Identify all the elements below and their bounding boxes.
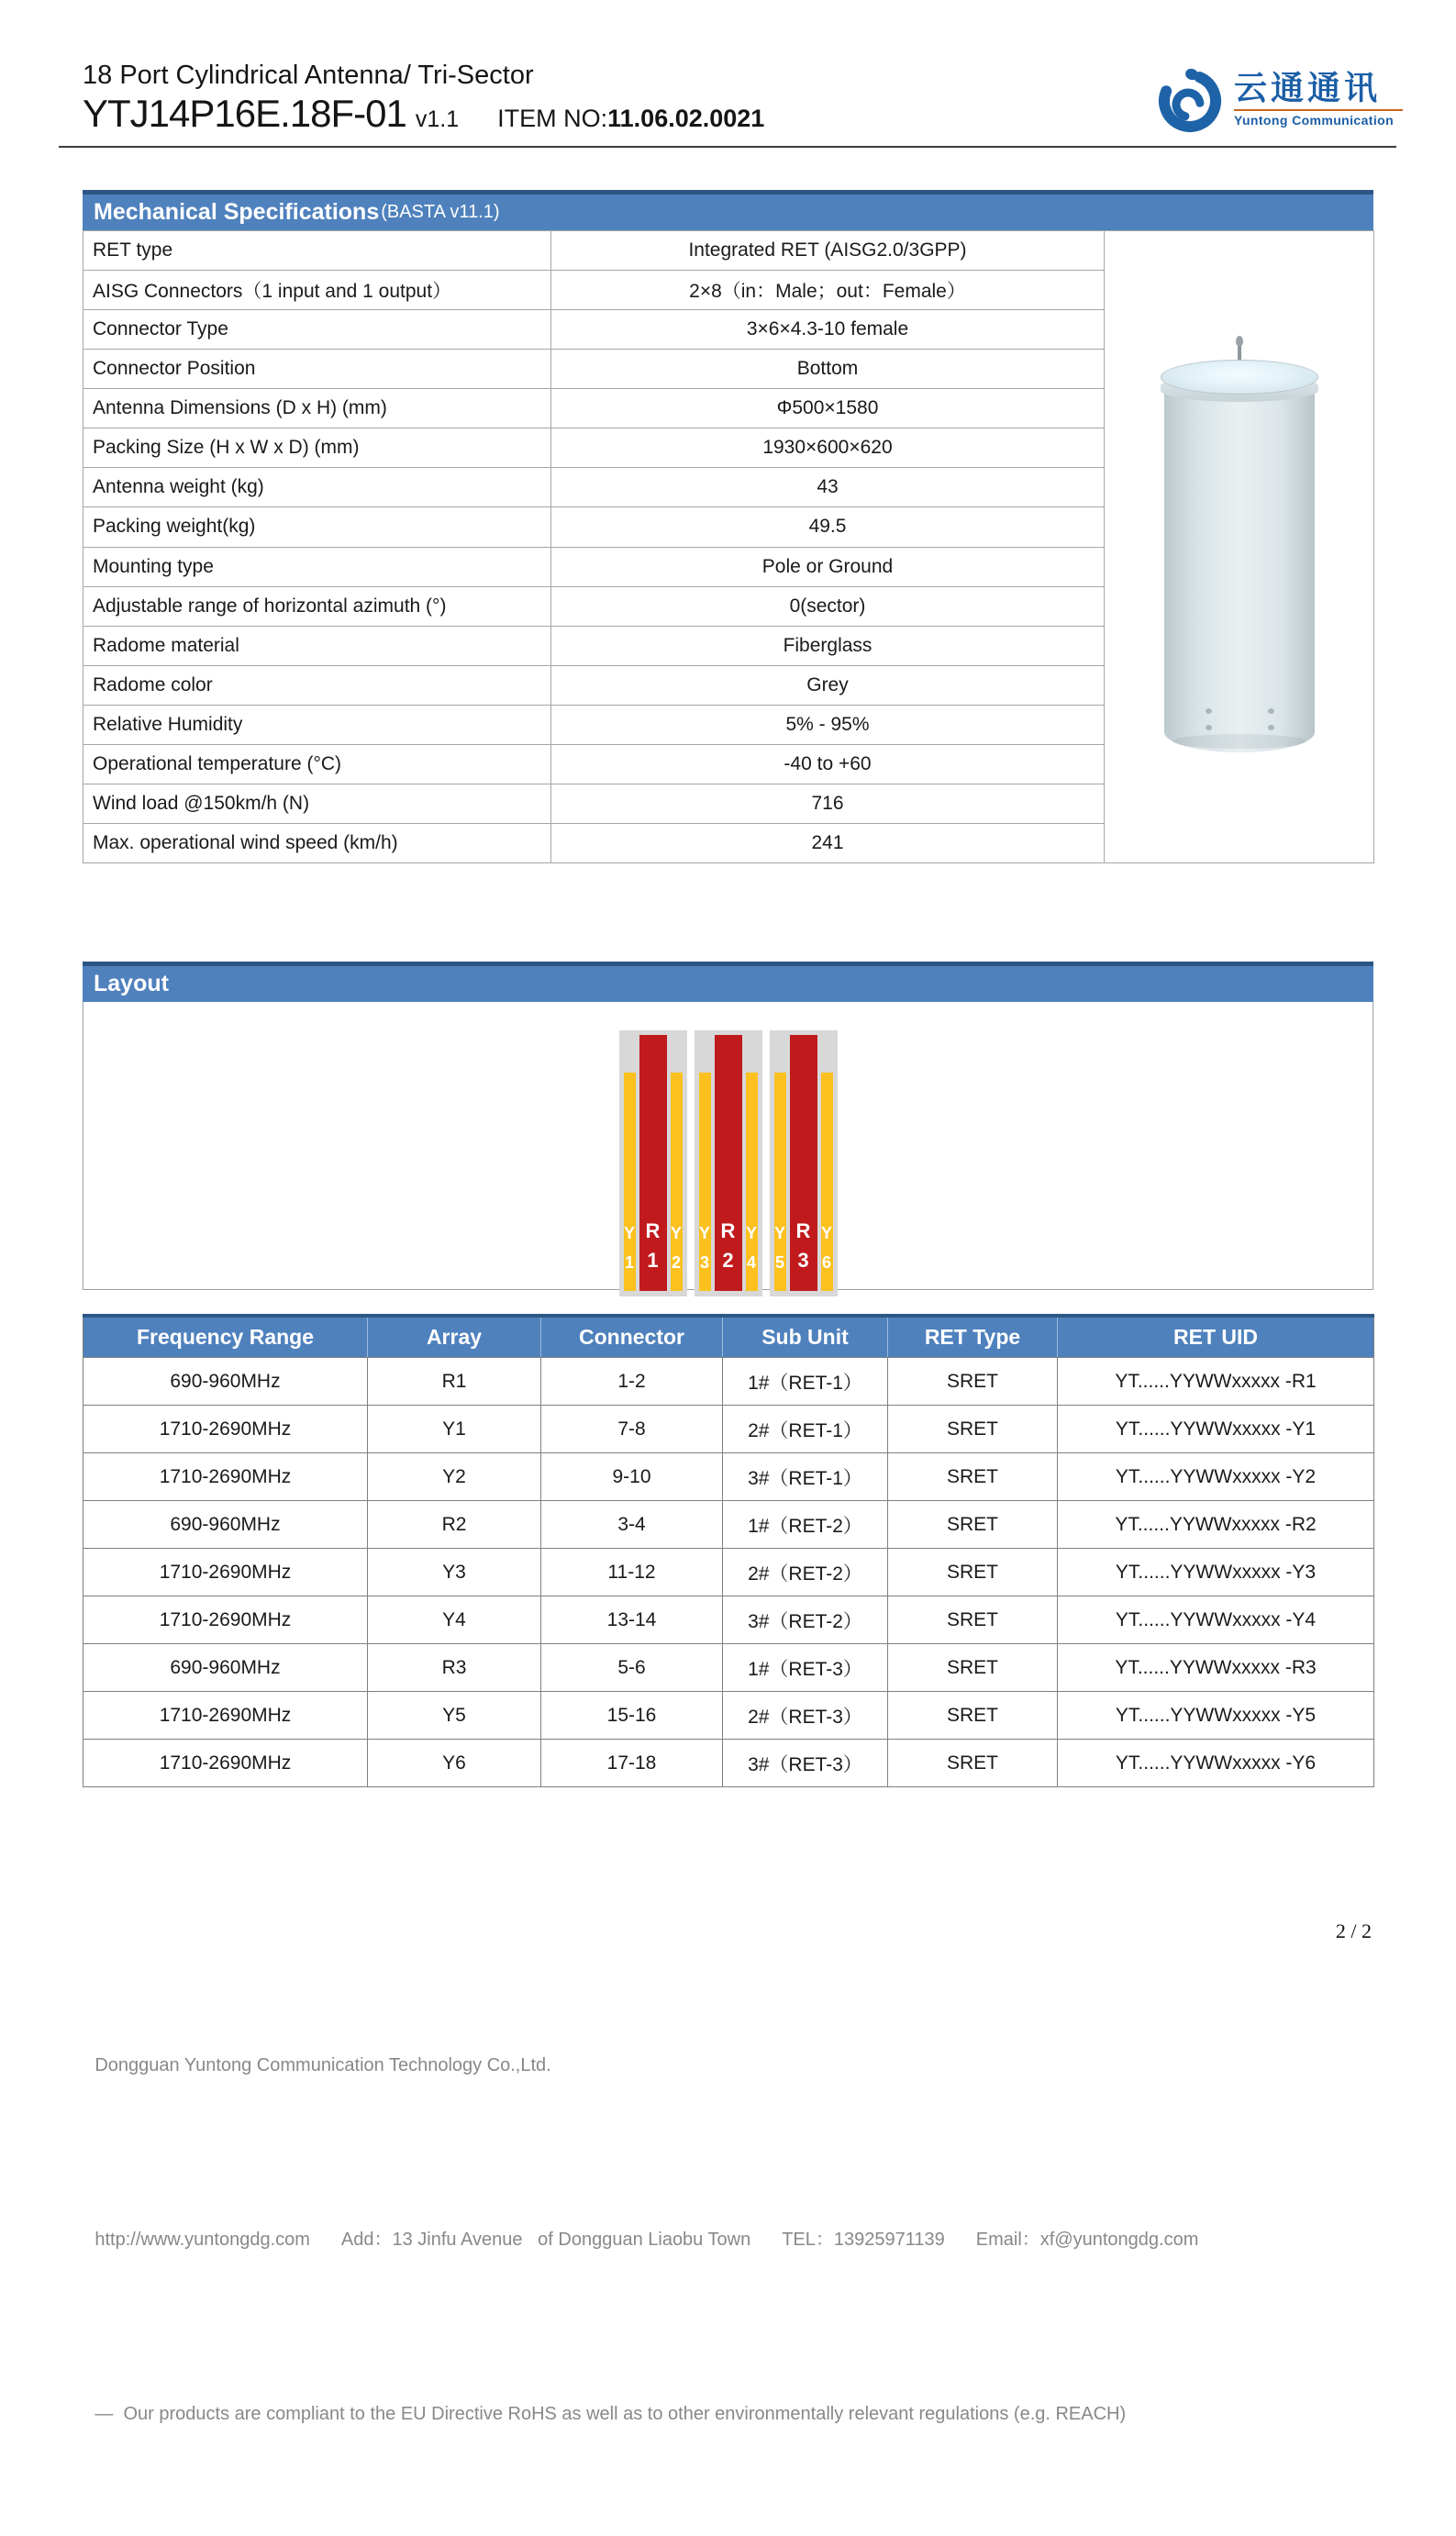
model-title-row bbox=[83, 92, 764, 136]
port-row bbox=[83, 1501, 1374, 1549]
port-cell: 1710-2690MHz bbox=[83, 1549, 368, 1596]
port-cell: 690-960MHz bbox=[83, 1644, 368, 1692]
spec-label: Radome color bbox=[83, 665, 551, 705]
array-letter: Y bbox=[623, 1224, 636, 1242]
port-cell: 3-4 bbox=[541, 1501, 723, 1549]
array-letter: R bbox=[795, 1219, 811, 1242]
port-row bbox=[83, 1406, 1374, 1453]
port-table-body bbox=[83, 1358, 1374, 1787]
port-cell: 11-12 bbox=[541, 1549, 723, 1596]
port-cell: YT......YYWWxxxxx -R3 bbox=[1058, 1644, 1374, 1692]
mechanical-spec-table bbox=[83, 230, 1374, 863]
port-cell: 3#（RET-2） bbox=[723, 1596, 888, 1644]
mechanical-section-title: Mechanical Specifications bbox=[94, 199, 380, 225]
port-cell: 1#（RET-3） bbox=[723, 1644, 888, 1692]
spec-value: 5% - 95% bbox=[551, 705, 1105, 744]
port-row bbox=[83, 1692, 1374, 1740]
yellow-array-bar bbox=[699, 1073, 711, 1291]
port-cell: 1710-2690MHz bbox=[83, 1406, 368, 1453]
spec-label: Max. operational wind speed (km/h) bbox=[83, 823, 551, 862]
sector-panel bbox=[695, 1030, 762, 1296]
spec-row bbox=[83, 231, 1374, 271]
model-version: v1.1 bbox=[415, 106, 460, 132]
mechanical-specifications-section bbox=[83, 190, 1373, 863]
spec-value: Bottom bbox=[551, 350, 1105, 389]
port-cell: YT......YYWWxxxxx -Y6 bbox=[1058, 1740, 1374, 1787]
spec-label: RET type bbox=[83, 231, 551, 271]
port-cell: 2#（RET-1） bbox=[723, 1406, 888, 1453]
antenna-port-dot bbox=[1206, 725, 1212, 730]
mechanical-section-header bbox=[83, 190, 1373, 230]
spec-label: Packing Size (H x W x D) (mm) bbox=[83, 428, 551, 468]
port-column-header: Frequency Range bbox=[83, 1316, 368, 1358]
spec-value: 0(sector) bbox=[551, 586, 1105, 626]
spec-value: 43 bbox=[551, 468, 1105, 507]
spec-label: Packing weight(kg) bbox=[83, 507, 551, 547]
antenna-port-dot bbox=[1268, 708, 1274, 714]
port-cell: 5-6 bbox=[541, 1644, 723, 1692]
array-number: 1 bbox=[624, 1253, 635, 1272]
mechanical-section-subtitle: (BASTA v11.1) bbox=[381, 202, 500, 222]
array-letter: Y bbox=[773, 1224, 786, 1242]
port-row bbox=[83, 1644, 1374, 1692]
spec-label: Antenna Dimensions (D x H) (mm) bbox=[83, 389, 551, 428]
port-cell: SRET bbox=[888, 1740, 1058, 1787]
port-cell: SRET bbox=[888, 1596, 1058, 1644]
spec-label: Mounting type bbox=[83, 547, 551, 586]
port-row bbox=[83, 1549, 1374, 1596]
layout-diagram-box bbox=[83, 1002, 1373, 1290]
port-cell: 13-14 bbox=[541, 1596, 723, 1644]
spec-value: 2×8（in：Male；out：Female） bbox=[551, 271, 1105, 310]
port-column-header: Array bbox=[368, 1316, 541, 1358]
logo-english-name: Yuntong Communication bbox=[1234, 112, 1395, 128]
item-no-label: ITEM NO: bbox=[497, 105, 608, 132]
company-address: Add：13 Jinfu Avenue of Dongguan Liaobu Town bbox=[340, 2230, 751, 2250]
port-cell: YT......YYWWxxxxx -R1 bbox=[1058, 1358, 1374, 1406]
spec-label: Relative Humidity bbox=[83, 705, 551, 744]
port-cell: 690-960MHz bbox=[83, 1501, 368, 1549]
array-letter: R bbox=[720, 1219, 736, 1242]
yellow-array-bar bbox=[671, 1073, 683, 1291]
yellow-array-bar bbox=[774, 1073, 786, 1291]
port-cell: SRET bbox=[888, 1549, 1058, 1596]
spec-label: Connector Position bbox=[83, 350, 551, 389]
spec-value: 716 bbox=[551, 784, 1105, 823]
sector-panel bbox=[619, 1030, 687, 1296]
port-cell: 1#（RET-2） bbox=[723, 1501, 888, 1549]
spec-value: Integrated RET (AISG2.0/3GPP) bbox=[551, 231, 1105, 271]
port-cell: 1710-2690MHz bbox=[83, 1692, 368, 1740]
company-website: http://www.yuntongdg.com bbox=[94, 2230, 310, 2250]
port-table-header-row bbox=[83, 1316, 1374, 1358]
yellow-array-bar bbox=[746, 1073, 758, 1291]
port-cell: 2#（RET-3） bbox=[723, 1692, 888, 1740]
port-column-header: RET Type bbox=[888, 1316, 1058, 1358]
red-array-bar bbox=[639, 1035, 667, 1291]
port-row bbox=[83, 1453, 1374, 1501]
yellow-array-bar bbox=[624, 1073, 636, 1291]
layout-section-header bbox=[83, 962, 1373, 1002]
array-letter: Y bbox=[745, 1224, 758, 1242]
spec-value: 1930×600×620 bbox=[551, 428, 1105, 468]
port-cell: SRET bbox=[888, 1644, 1058, 1692]
array-number: 5 bbox=[774, 1253, 785, 1272]
port-cell: SRET bbox=[888, 1501, 1058, 1549]
port-cell: R1 bbox=[368, 1358, 541, 1406]
array-number: 3 bbox=[699, 1253, 710, 1272]
array-letter: Y bbox=[670, 1224, 683, 1242]
array-letter: Y bbox=[820, 1224, 833, 1242]
port-cell: YT......YYWWxxxxx -Y4 bbox=[1058, 1596, 1374, 1644]
array-layout-diagram bbox=[619, 1030, 838, 1289]
port-cell: Y1 bbox=[368, 1406, 541, 1453]
spec-label: Radome material bbox=[83, 626, 551, 665]
page-number: 2 / 2 bbox=[1335, 1919, 1372, 1942]
port-cell: 1710-2690MHz bbox=[83, 1453, 368, 1501]
spec-value: 241 bbox=[551, 823, 1105, 862]
red-array-bar bbox=[790, 1035, 817, 1291]
port-cell: SRET bbox=[888, 1453, 1058, 1501]
port-row bbox=[83, 1740, 1374, 1787]
spec-value: 3×6×4.3-10 female bbox=[551, 310, 1105, 350]
spec-label: Wind load @150km/h (N) bbox=[83, 784, 551, 823]
company-name: Dongguan Yuntong Communication Technology Co.,Ltd. bbox=[94, 2055, 551, 2075]
port-cell: SRET bbox=[888, 1358, 1058, 1406]
spec-value: 49.5 bbox=[551, 507, 1105, 547]
port-cell: YT......YYWWxxxxx -Y5 bbox=[1058, 1692, 1374, 1740]
port-cell: 2#（RET-2） bbox=[723, 1549, 888, 1596]
antenna-image-cell bbox=[1105, 231, 1374, 863]
logo-orange-rule bbox=[1234, 109, 1403, 111]
header-divider bbox=[59, 146, 1396, 148]
antenna-product-photo bbox=[1105, 231, 1373, 862]
port-cell: 1710-2690MHz bbox=[83, 1740, 368, 1787]
port-configuration-table bbox=[83, 1314, 1374, 1787]
port-cell: 1710-2690MHz bbox=[83, 1596, 368, 1644]
red-array-bar bbox=[715, 1035, 742, 1291]
port-cell: 9-10 bbox=[541, 1453, 723, 1501]
port-cell: YT......YYWWxxxxx -Y1 bbox=[1058, 1406, 1374, 1453]
port-cell: YT......YYWWxxxxx -Y3 bbox=[1058, 1549, 1374, 1596]
port-cell: Y5 bbox=[368, 1692, 541, 1740]
compliance-statement: — Our products are compliant to the EU Directive RoHS as well as to other environmentally relevant regulations (e.g. REACH) bbox=[94, 2404, 1127, 2424]
port-cell: Y3 bbox=[368, 1549, 541, 1596]
spec-value: Grey bbox=[551, 665, 1105, 705]
port-row bbox=[83, 1358, 1374, 1406]
antenna-base-shade bbox=[1173, 734, 1306, 749]
port-cell: R2 bbox=[368, 1501, 541, 1549]
sector-panel bbox=[770, 1030, 838, 1296]
port-cell: Y6 bbox=[368, 1740, 541, 1787]
array-number: 1 bbox=[647, 1249, 659, 1272]
spec-label: Adjustable range of horizontal azimuth (°) bbox=[83, 586, 551, 626]
spec-label: Antenna weight (kg) bbox=[83, 468, 551, 507]
array-number: 2 bbox=[671, 1253, 682, 1272]
antenna-pin-tip bbox=[1236, 336, 1243, 347]
port-row bbox=[83, 1596, 1374, 1644]
port-column-header: RET UID bbox=[1058, 1316, 1374, 1358]
port-cell: 690-960MHz bbox=[83, 1358, 368, 1406]
yuntong-swirl-icon bbox=[1155, 64, 1225, 134]
logo-chinese-name: 云通通讯 bbox=[1234, 69, 1382, 106]
yellow-array-bar bbox=[821, 1073, 833, 1291]
port-cell: 15-16 bbox=[541, 1692, 723, 1740]
mech-table-body bbox=[83, 231, 1374, 863]
layout-section-title: Layout bbox=[94, 971, 169, 996]
port-column-header: Connector bbox=[541, 1316, 723, 1358]
array-number: 6 bbox=[821, 1253, 832, 1272]
port-cell: 3#（RET-3） bbox=[723, 1740, 888, 1787]
array-letter: Y bbox=[698, 1224, 711, 1242]
product-line-title: 18 Port Cylindrical Antenna/ Tri-Sector bbox=[83, 61, 534, 90]
company-tel: TEL：13925971139 bbox=[782, 2230, 945, 2250]
layout-section bbox=[83, 962, 1373, 1290]
array-letter: R bbox=[645, 1219, 661, 1242]
port-cell: Y4 bbox=[368, 1596, 541, 1644]
spec-value: -40 to +60 bbox=[551, 744, 1105, 784]
port-configuration-section bbox=[83, 1314, 1373, 1787]
array-number: 4 bbox=[746, 1253, 757, 1272]
port-cell: YT......YYWWxxxxx -R2 bbox=[1058, 1501, 1374, 1549]
array-number: 2 bbox=[722, 1249, 734, 1272]
spec-value: Fiberglass bbox=[551, 626, 1105, 665]
port-cell: SRET bbox=[888, 1406, 1058, 1453]
company-email: Email：xf@yuntongdg.com bbox=[975, 2230, 1199, 2250]
model-number: YTJ14P16E.18F-01 bbox=[83, 92, 406, 135]
spec-value: Pole or Ground bbox=[551, 547, 1105, 586]
spec-label: AISG Connectors（1 input and 1 output） bbox=[83, 271, 551, 310]
antenna-cylinder-body bbox=[1164, 385, 1315, 752]
port-cell: 17-18 bbox=[541, 1740, 723, 1787]
company-logo bbox=[1155, 64, 1403, 134]
port-cell: 1-2 bbox=[541, 1358, 723, 1406]
spec-value: Φ500×1580 bbox=[551, 389, 1105, 428]
antenna-port-dot bbox=[1268, 725, 1274, 730]
item-no-value: 11.06.02.0021 bbox=[607, 105, 765, 132]
footer-company-line bbox=[64, 2013, 1198, 2118]
port-cell: SRET bbox=[888, 1692, 1058, 1740]
footer-compliance-line bbox=[64, 2362, 1198, 2466]
port-cell: 7-8 bbox=[541, 1406, 723, 1453]
port-cell: 3#（RET-1） bbox=[723, 1453, 888, 1501]
port-column-header: Sub Unit bbox=[723, 1316, 888, 1358]
logo-text-block bbox=[1234, 70, 1403, 128]
port-cell: 1#（RET-1） bbox=[723, 1358, 888, 1406]
array-number: 3 bbox=[797, 1249, 809, 1272]
antenna-cap-top bbox=[1161, 360, 1318, 395]
antenna-port-dot bbox=[1206, 708, 1212, 714]
port-cell: R3 bbox=[368, 1644, 541, 1692]
port-cell: YT......YYWWxxxxx -Y2 bbox=[1058, 1453, 1374, 1501]
spec-label: Operational temperature (°C) bbox=[83, 744, 551, 784]
footer bbox=[64, 1943, 1198, 2536]
footer-contact-line bbox=[64, 2187, 1198, 2292]
spec-label: Connector Type bbox=[83, 310, 551, 350]
port-cell: Y2 bbox=[368, 1453, 541, 1501]
